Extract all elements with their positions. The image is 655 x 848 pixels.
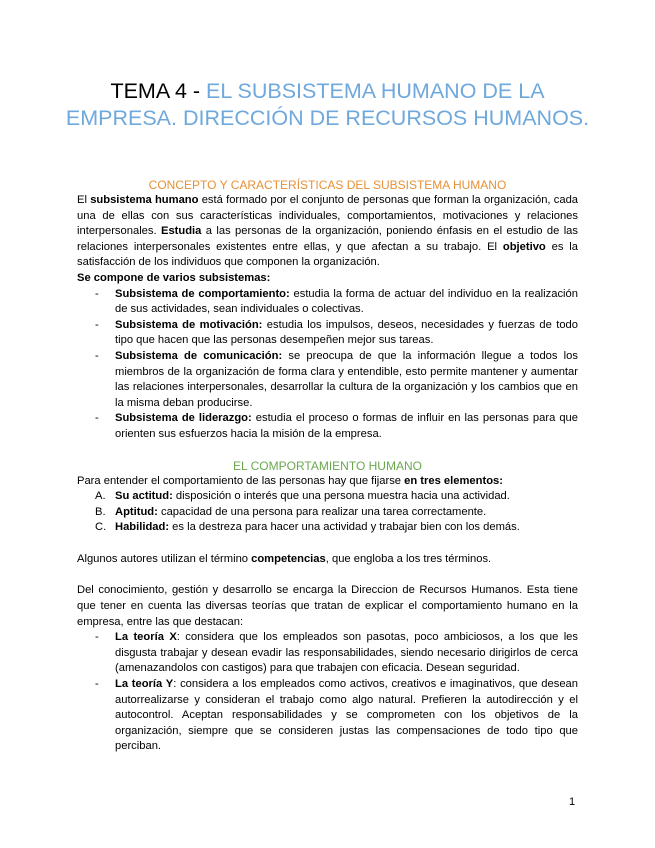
page-title: [60, 78, 595, 132]
elements-list: [77, 489, 578, 536]
title-rest: EL SUBSISTEMA HUMANO DE LA EMPRESA. DIRECCIÓN DE RECURSOS HUMANOS.: [65, 79, 590, 130]
document-body: [77, 178, 578, 755]
spacer: [77, 567, 578, 583]
paragraph-subsistema-intro: El subsistema humano está formado por el conjunto de personas que forman la organización, cada una de ellas con sus características individuales, comportamientos, motivaciones y relaciones interpersonales. Estudia a las personas de la organización, poniendo énfasis en el estudio de las relaciones interpersonales existentes entre ellas, y que afectan a su trabajo. El objetivo es la satisfacción de los individuos que componen la organización.: [77, 194, 579, 269]
list-item: - Subsistema de motivación: estudia los impulsos, deseos, necesidades y fuerzas de todo tipo que hacen que las personas desempeñen mejor sus tareas.: [115, 318, 578, 349]
paragraph-competencias: Algunos autores utilizan el término competencias, que engloba a los tres términos.: [77, 552, 492, 565]
term-objetivo: objetivo: [502, 240, 546, 253]
term-estudia: Estudia: [160, 225, 202, 238]
list-item: - Subsistema de comportamiento: estudia la forma de actuar del individuo en la realización de sus actividades, sean individuales o colectivas.: [115, 287, 578, 318]
section-heading-comportamiento: EL COMPORTAMIENTO HUMANO: [233, 458, 422, 473]
list-item: - Subsistema de comunicación: se preocupa de que la información llegue a todos los miembros de la organización de forma clara y entendible, esto permite mantener y aumentar las relaciones interpersonales, desarrollar la cultura de la organización y los cambios que en la misma deban producirse.: [115, 349, 578, 411]
section-heading-subsistema: CONCEPTO Y CARACTERÍSTICAS DEL SUBSISTEMA HUMANO: [148, 178, 507, 192]
spacer: [77, 536, 578, 552]
paragraph-direccion-rrhh: Del conocimiento, gestión y desarrollo se encarga la Direccion de Recursos Humanos. Esta tiene que tener en cuenta las diversas teorías que tratan de explicar el comportamiento humano en la empresa, entre las que destacan:: [77, 584, 578, 628]
list-item: B. Aptitud: capacidad de una persona para realizar una tarea correctamente.: [95, 505, 487, 518]
list-item: - La teoría Y: considera a los empleados como activos, creativos e imaginativos, que desean autorrealizarse y consideran el trabajo como algo natural. Prefieren la autodirección y el autocontrol. Aceptan responsabilidades y se comprometen con los objetivos de la organización, siempre que se consideren justas las compensaciones de todo tipo que perciban.: [115, 677, 578, 755]
term-tres-elementos: en tres elementos:: [404, 474, 503, 487]
spacer: [77, 443, 578, 459]
page-number: 1: [569, 796, 576, 808]
list-item: - La teoría X: considera que los empleados son pasotas, poco ambiciosos, a los que les disgusta trabajar y desean evadir las responsabilidades, siendo necesario dirigirlos de cerca (amenazandolos con castigos) para que trabajen con eficacia. Desean seguridad.: [115, 630, 578, 677]
list-item: - Subsistema de liderazgo: estudia el proceso o formas de influir en las personas para que orienten sus esfuerzos hacia la misión de la empresa.: [115, 411, 578, 442]
subsystems-subtitle: Se compone de varios subsistemas:: [77, 271, 271, 284]
paragraph-elementos-intro: Para entender el comportamiento de las personas hay que fijarse en tres elementos:: [77, 474, 503, 487]
subsystems-list: [77, 287, 578, 443]
list-item: C. Habilidad: es la destreza para hacer una actividad y trabajar bien con los demás.: [95, 521, 520, 534]
title-lead: TEMA 4 -: [110, 79, 207, 103]
term-subsistema-humano: subsistema humano: [90, 194, 199, 206]
term-competencias: competencias: [251, 552, 326, 565]
list-item: A. Su actitud: disposición o interés que una persona muestra hacia una actividad.: [95, 490, 510, 503]
theories-list: [77, 630, 578, 755]
